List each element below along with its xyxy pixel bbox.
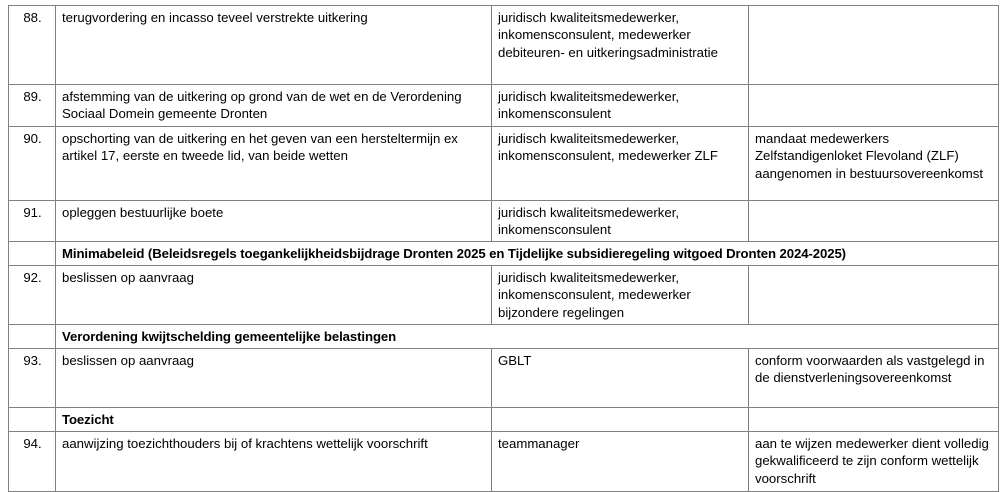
row-task: beslissen op aanvraag [56,266,492,325]
row-number: 90. [9,127,56,201]
section-title-minimabeleid: Minimabeleid (Beleidsregels toegankelijkheidsbijdrage Dronten 2025 en Tijdelijke subsidieregeling witgoed Dronten 2024-2025) [56,242,999,266]
table-row [9,85,999,127]
row-task: beslissen op aanvraag [56,349,492,408]
row-role: juridisch kwaliteitsmedewerker, inkomensconsulent [492,201,749,242]
section-title-toezicht: Toezicht [56,408,492,432]
section-header-row [9,242,999,266]
row-note [749,6,999,85]
table-row [9,266,999,325]
section-title-verordening: Verordening kwijtschelding gemeentelijke belastingen [56,325,999,349]
row-role: GBLT [492,349,749,408]
row-number: 89. [9,85,56,127]
row-role: juridisch kwaliteitsmedewerker, inkomensconsulent, medewerker debiteuren- en uitkeringsadministratie [492,6,749,85]
row-note: aan te wijzen medewerker dient volledig gekwalificeerd te zijn conform wettelijk voorschrift [749,432,999,492]
row-number [9,408,56,432]
section-header-row [9,408,999,432]
row-note: mandaat medewerkers Zelfstandigenloket Flevoland (ZLF) aangenomen in bestuursovereenkomst [749,127,999,201]
row-role: teammanager [492,432,749,492]
section-header-row [9,325,999,349]
table-row [9,432,999,492]
row-number: 92. [9,266,56,325]
row-number: 91. [9,201,56,242]
row-number [9,325,56,349]
row-note: conform voorwaarden als vastgelegd in de dienstverleningsovereenkomst [749,349,999,408]
row-role: juridisch kwaliteitsmedewerker, inkomensconsulent, medewerker ZLF [492,127,749,201]
table-row [9,6,999,85]
table-body [9,6,999,492]
mandate-register-table [8,5,999,492]
row-task: opleggen bestuurlijke boete [56,201,492,242]
row-role: juridisch kwaliteitsmedewerker, inkomensconsulent [492,85,749,127]
row-note [749,266,999,325]
table-row [9,349,999,408]
row-number: 94. [9,432,56,492]
row-task: aanwijzing toezichthouders bij of krachtens wettelijk voorschrift [56,432,492,492]
table-row [9,127,999,201]
row-role [492,408,749,432]
row-number: 88. [9,6,56,85]
row-note [749,201,999,242]
row-number: 93. [9,349,56,408]
table-row [9,201,999,242]
row-role: juridisch kwaliteitsmedewerker, inkomensconsulent, medewerker bijzondere regelingen [492,266,749,325]
row-note [749,408,999,432]
row-task: terugvordering en incasso teveel verstrekte uitkering [56,6,492,85]
row-task: opschorting van de uitkering en het geven van een hersteltermijn ex artikel 17, eerste en tweede lid, van beide wetten [56,127,492,201]
row-number [9,242,56,266]
row-note [749,85,999,127]
row-task: afstemming van de uitkering op grond van de wet en de Verordening Sociaal Domein gemeente Dronten [56,85,492,127]
